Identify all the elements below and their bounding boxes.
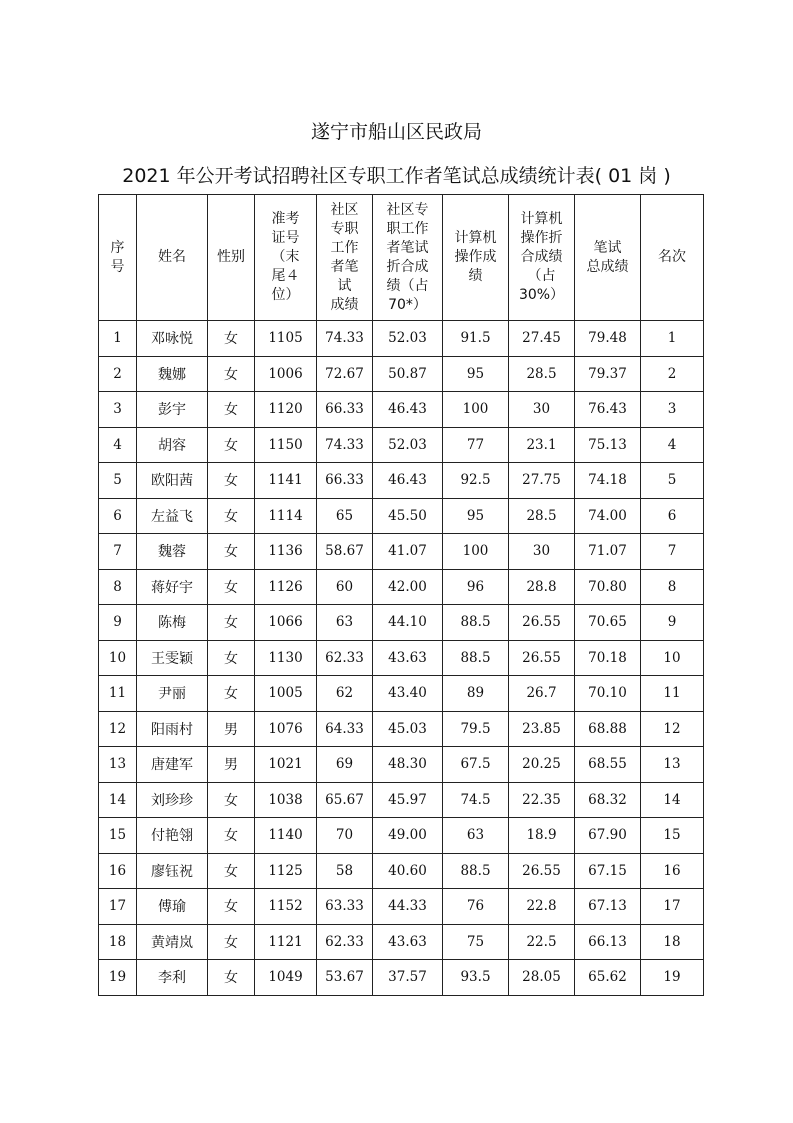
cell-rank: 11 [641,676,704,712]
cell-total: 70.65 [575,605,641,641]
cell-sex: 女 [208,924,255,960]
cell-name: 刘珍珍 [137,782,208,818]
cell-written: 62.33 [317,640,373,676]
cell-computer: 67.5 [443,747,509,783]
cell-seq: 14 [99,782,137,818]
table-title: 2021 年公开考试招聘社区专职工作者笔试总成绩统计表( 01 岗 ) [122,165,671,187]
cell-written: 65.67 [317,782,373,818]
cell-total: 68.88 [575,711,641,747]
cell-computer-conv: 26.55 [509,605,575,641]
header-line: 笔试 [593,239,622,256]
cell-rank: 12 [641,711,704,747]
cell-name: 傅瑜 [137,889,208,925]
cell-ticket: 1038 [255,782,317,818]
score-table [98,194,704,996]
cell-ticket: 1105 [255,321,317,357]
column-header-written [317,195,373,321]
cell-written: 63 [317,605,373,641]
cell-written-conv: 37.57 [373,960,443,996]
cell-seq: 15 [99,818,137,854]
cell-computer: 91.5 [443,321,509,357]
cell-computer: 76 [443,889,509,925]
cell-sex: 女 [208,534,255,570]
header-line: （末 [271,249,300,265]
cell-sex: 女 [208,321,255,357]
column-header-written_conv [373,195,443,321]
cell-sex: 女 [208,569,255,605]
cell-ticket: 1076 [255,711,317,747]
table-row [99,676,704,712]
cell-computer-conv: 18.9 [509,818,575,854]
cell-written-conv: 46.43 [373,463,443,499]
cell-ticket: 1121 [255,924,317,960]
cell-computer: 95 [443,498,509,534]
header-line: 计算机 [520,211,563,227]
cell-total: 65.62 [575,960,641,996]
header-line: 位） [271,287,300,303]
cell-computer: 92.5 [443,463,509,499]
cell-seq: 8 [99,569,137,605]
cell-computer-conv: 20.25 [509,747,575,783]
cell-rank: 13 [641,747,704,783]
header-line: 者笔试 [386,239,429,256]
cell-sex: 女 [208,427,255,463]
cell-total: 76.43 [575,392,641,428]
header-line: 绩 [468,268,483,284]
table-header-row [99,195,704,321]
cell-rank: 6 [641,498,704,534]
cell-name: 李利 [137,960,208,996]
cell-computer-conv: 26.55 [509,640,575,676]
cell-written-conv: 46.43 [373,392,443,428]
cell-total: 79.37 [575,356,641,392]
table-row [99,605,704,641]
cell-sex: 女 [208,356,255,392]
cell-written-conv: 52.03 [373,427,443,463]
header-line: 专职 [330,220,359,237]
cell-written: 58.67 [317,534,373,570]
cell-total: 67.13 [575,889,641,925]
cell-computer: 100 [443,534,509,570]
cell-ticket: 1152 [255,889,317,925]
cell-seq: 9 [99,605,137,641]
cell-written-conv: 45.03 [373,711,443,747]
header-line: 名次 [658,249,686,265]
document-title: 遂宁市船山区民政局 [310,121,482,143]
cell-written-conv: 43.40 [373,676,443,712]
cell-written-conv: 41.07 [373,534,443,570]
cell-written: 53.67 [317,960,373,996]
header-line: 证号 [271,230,300,246]
table-row [99,924,704,960]
cell-rank: 1 [641,321,704,357]
header-line: 30%） [518,287,565,303]
cell-written: 74.33 [317,321,373,357]
cell-seq: 10 [99,640,137,676]
column-header-sex [208,195,255,321]
cell-written: 72.67 [317,356,373,392]
cell-seq: 11 [99,676,137,712]
cell-name: 尹丽 [137,676,208,712]
cell-total: 70.18 [575,640,641,676]
cell-written-conv: 50.87 [373,356,443,392]
cell-name: 王雯颖 [137,640,208,676]
cell-computer-conv: 30 [509,392,575,428]
header-line: 试 [337,277,352,294]
column-header-rank [641,195,704,321]
cell-seq: 19 [99,960,137,996]
cell-seq: 3 [99,392,137,428]
header-line: 号 [110,258,125,275]
cell-written-conv: 44.33 [373,889,443,925]
cell-total: 66.13 [575,924,641,960]
column-header-name [137,195,208,321]
cell-sex: 女 [208,605,255,641]
cell-rank: 8 [641,569,704,605]
cell-computer: 88.5 [443,640,509,676]
cell-computer-conv: 30 [509,534,575,570]
table-row [99,392,704,428]
cell-name: 阳雨村 [137,711,208,747]
cell-written: 70 [317,818,373,854]
header-line: 序 [110,239,125,256]
cell-computer: 88.5 [443,605,509,641]
table-row [99,853,704,889]
cell-ticket: 1066 [255,605,317,641]
cell-rank: 17 [641,889,704,925]
cell-total: 68.55 [575,747,641,783]
cell-sex: 女 [208,853,255,889]
header-line: 者笔 [330,258,359,275]
cell-computer-conv: 28.8 [509,569,575,605]
cell-total: 67.90 [575,818,641,854]
cell-seq: 4 [99,427,137,463]
cell-name: 彭宇 [137,392,208,428]
header-line: 折合成 [386,258,429,275]
cell-computer: 79.5 [443,711,509,747]
cell-seq: 17 [99,889,137,925]
column-header-computer_conv [509,195,575,321]
cell-rank: 18 [641,924,704,960]
cell-written-conv: 52.03 [373,321,443,357]
cell-ticket: 1049 [255,960,317,996]
table-row [99,711,704,747]
cell-sex: 男 [208,747,255,783]
cell-written: 66.33 [317,463,373,499]
cell-computer: 63 [443,818,509,854]
cell-computer-conv: 26.7 [509,676,575,712]
cell-name: 付艳翎 [137,818,208,854]
header-line: 职工作 [386,220,429,237]
header-line: 姓名 [158,249,186,265]
cell-written: 63.33 [317,889,373,925]
cell-ticket: 1150 [255,427,317,463]
table-row [99,569,704,605]
header-line: 成绩 [330,296,359,313]
cell-total: 68.32 [575,782,641,818]
cell-rank: 19 [641,960,704,996]
cell-computer-conv: 22.8 [509,889,575,925]
cell-written-conv: 43.63 [373,924,443,960]
header-line: 操作折 [520,230,563,246]
cell-name: 黄靖岚 [137,924,208,960]
cell-computer: 75 [443,924,509,960]
cell-total: 70.10 [575,676,641,712]
cell-sex: 女 [208,498,255,534]
cell-computer: 93.5 [443,960,509,996]
cell-ticket: 1126 [255,569,317,605]
cell-written: 69 [317,747,373,783]
cell-sex: 女 [208,640,255,676]
cell-total: 67.15 [575,853,641,889]
cell-computer: 89 [443,676,509,712]
cell-written: 64.33 [317,711,373,747]
header-line: 合成绩 [520,249,563,265]
cell-rank: 3 [641,392,704,428]
cell-computer: 88.5 [443,853,509,889]
cell-total: 79.48 [575,321,641,357]
cell-computer: 77 [443,427,509,463]
cell-sex: 女 [208,889,255,925]
cell-written: 62 [317,676,373,712]
cell-total: 74.18 [575,463,641,499]
table-row [99,640,704,676]
cell-ticket: 1141 [255,463,317,499]
cell-rank: 7 [641,534,704,570]
cell-written-conv: 45.50 [373,498,443,534]
header-line: 总成绩 [586,258,629,275]
cell-ticket: 1021 [255,747,317,783]
table-row [99,463,704,499]
cell-ticket: 1125 [255,853,317,889]
cell-written-conv: 49.00 [373,818,443,854]
cell-ticket: 1130 [255,640,317,676]
cell-name: 左益飞 [137,498,208,534]
cell-name: 魏娜 [137,356,208,392]
header-line: （占 [527,268,556,284]
cell-seq: 1 [99,321,137,357]
cell-rank: 9 [641,605,704,641]
cell-ticket: 1006 [255,356,317,392]
cell-written: 74.33 [317,427,373,463]
cell-rank: 10 [641,640,704,676]
cell-total: 74.00 [575,498,641,534]
column-header-seq [99,195,137,321]
cell-name: 欧阳茜 [137,463,208,499]
header-line: 尾４ [271,268,300,284]
cell-written: 60 [317,569,373,605]
cell-ticket: 1005 [255,676,317,712]
cell-ticket: 1114 [255,498,317,534]
header-line: 绩（占 [386,277,429,294]
cell-written: 62.33 [317,924,373,960]
cell-computer-conv: 28.5 [509,356,575,392]
cell-rank: 15 [641,818,704,854]
cell-written: 65 [317,498,373,534]
column-header-total [575,195,641,321]
cell-name: 魏蓉 [137,534,208,570]
table-row [99,321,704,357]
cell-seq: 2 [99,356,137,392]
cell-computer: 100 [443,392,509,428]
table-body [99,321,704,996]
header-line: 工作 [330,239,359,256]
cell-name: 蒋好宇 [137,569,208,605]
cell-name: 陈梅 [137,605,208,641]
cell-seq: 18 [99,924,137,960]
table-row [99,960,704,996]
cell-total: 71.07 [575,534,641,570]
table-row [99,427,704,463]
header-line: 社区 [330,201,359,218]
cell-seq: 5 [99,463,137,499]
table-row [99,889,704,925]
cell-name: 唐建军 [137,747,208,783]
cell-rank: 14 [641,782,704,818]
header-line: 操作成 [454,249,497,265]
cell-rank: 4 [641,427,704,463]
cell-computer-conv: 27.75 [509,463,575,499]
cell-sex: 女 [208,463,255,499]
cell-seq: 12 [99,711,137,747]
table-row [99,534,704,570]
cell-seq: 16 [99,853,137,889]
cell-name: 邓咏悦 [137,321,208,357]
header-line: 70*） [388,296,427,313]
header-line: 社区专 [386,201,429,218]
cell-sex: 女 [208,818,255,854]
cell-seq: 13 [99,747,137,783]
cell-computer-conv: 22.35 [509,782,575,818]
cell-computer-conv: 27.45 [509,321,575,357]
cell-written-conv: 45.97 [373,782,443,818]
cell-name: 胡容 [137,427,208,463]
cell-ticket: 1140 [255,818,317,854]
cell-written-conv: 42.00 [373,569,443,605]
cell-computer: 74.5 [443,782,509,818]
cell-computer: 96 [443,569,509,605]
header-line: 性别 [217,249,245,265]
cell-written-conv: 40.60 [373,853,443,889]
cell-total: 75.13 [575,427,641,463]
table-row [99,747,704,783]
column-header-ticket [255,195,317,321]
table-row [99,818,704,854]
cell-computer-conv: 28.05 [509,960,575,996]
cell-seq: 6 [99,498,137,534]
cell-written-conv: 48.30 [373,747,443,783]
cell-rank: 16 [641,853,704,889]
cell-ticket: 1120 [255,392,317,428]
cell-written-conv: 44.10 [373,605,443,641]
cell-name: 廖钰祝 [137,853,208,889]
cell-computer-conv: 23.1 [509,427,575,463]
cell-ticket: 1136 [255,534,317,570]
cell-sex: 男 [208,711,255,747]
cell-rank: 2 [641,356,704,392]
table-row [99,782,704,818]
cell-seq: 7 [99,534,137,570]
column-header-computer [443,195,509,321]
header-line: 准考 [271,211,300,227]
cell-written: 58 [317,853,373,889]
header-line: 计算机 [454,230,497,246]
cell-sex: 女 [208,676,255,712]
cell-computer-conv: 23.85 [509,711,575,747]
cell-computer: 95 [443,356,509,392]
cell-computer-conv: 26.55 [509,853,575,889]
cell-rank: 5 [641,463,704,499]
cell-computer-conv: 28.5 [509,498,575,534]
cell-sex: 女 [208,960,255,996]
cell-total: 70.80 [575,569,641,605]
cell-written-conv: 43.63 [373,640,443,676]
cell-sex: 女 [208,782,255,818]
table-row [99,356,704,392]
cell-computer-conv: 22.5 [509,924,575,960]
cell-written: 66.33 [317,392,373,428]
table-row [99,498,704,534]
cell-sex: 女 [208,392,255,428]
